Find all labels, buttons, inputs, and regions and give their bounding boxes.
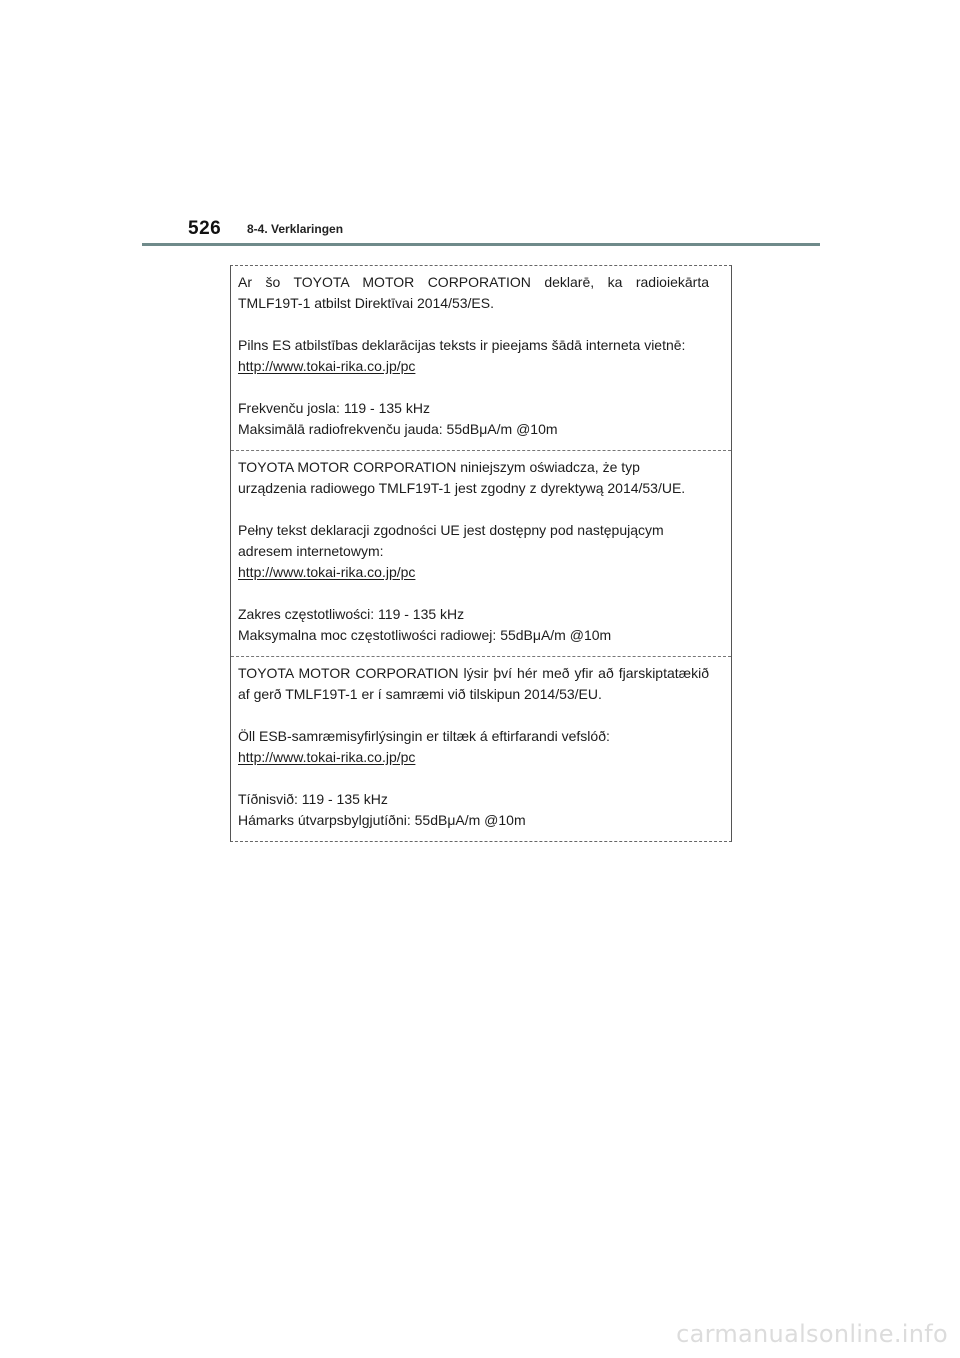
declaration-frequency: Frekvenču josla: 119 - 135 kHz bbox=[238, 400, 430, 416]
declaration-full-text-note: Pełny tekst deklaracji zgodności UE jest dostępny pod następującym adresem internetowym: bbox=[238, 522, 664, 559]
declaration-max-power: Maksymalna moc częstotliwości radiowej: 55dBμA/m @10m bbox=[238, 627, 612, 643]
header-rule bbox=[142, 243, 820, 246]
declaration-frequency: Tíðnisvið: 119 - 135 kHz bbox=[238, 791, 388, 807]
declaration-frequency: Zakres częstotliwości: 119 - 135 kHz bbox=[238, 606, 465, 622]
declaration-max-power: Hámarks útvarpsbylgjutíðni: 55dBμA/m @10m bbox=[238, 812, 526, 828]
section-title: 8-4. Verklaringen bbox=[247, 222, 344, 236]
declaration-link[interactable]: http://www.tokai-rika.co.jp/pc bbox=[238, 564, 416, 580]
page-header bbox=[188, 212, 820, 248]
declaration-link[interactable]: http://www.tokai-rika.co.jp/pc bbox=[238, 749, 416, 765]
declaration-link[interactable]: http://www.tokai-rika.co.jp/pc bbox=[238, 358, 416, 374]
declaration-polish bbox=[231, 450, 731, 656]
declaration-max-power: Maksimālā radiofrekvenču jauda: 55dBμA/m @10m bbox=[238, 421, 558, 437]
page-number: 526 bbox=[188, 218, 222, 239]
watermark: carmanualsonline.info bbox=[676, 1320, 948, 1348]
declaration-full-text-note: Pilns ES atbilstības deklarācijas teksts ir pieejams šādā interneta vietnē: bbox=[238, 337, 686, 353]
declaration-icelandic bbox=[231, 656, 731, 841]
declaration-statement: Ar šo TOYOTA MOTOR CORPORATION deklarē, ka radioiekārta TMLF19T-1 atbilst Direktīvai 2014/53/ES. bbox=[238, 274, 709, 311]
declaration-latvian bbox=[231, 266, 731, 450]
declaration-statement: TOYOTA MOTOR CORPORATION niniejszym oświadcza, że typ urządzenia radiowego TMLF19T-1 jest zgodny z dyrektywą 2014/53/UE. bbox=[238, 459, 686, 496]
declaration-statement: TOYOTA MOTOR CORPORATION lýsir því hér með yfir að fjarskiptatækið af gerð TMLF19T-1 er í samræmi við tilskipun 2014/53/EU. bbox=[238, 665, 709, 702]
declaration-full-text-note: Öll ESB-samræmisyfirlýsingin er tiltæk á eftirfarandi vefslóð: bbox=[238, 728, 610, 744]
declarations-box bbox=[230, 265, 732, 842]
